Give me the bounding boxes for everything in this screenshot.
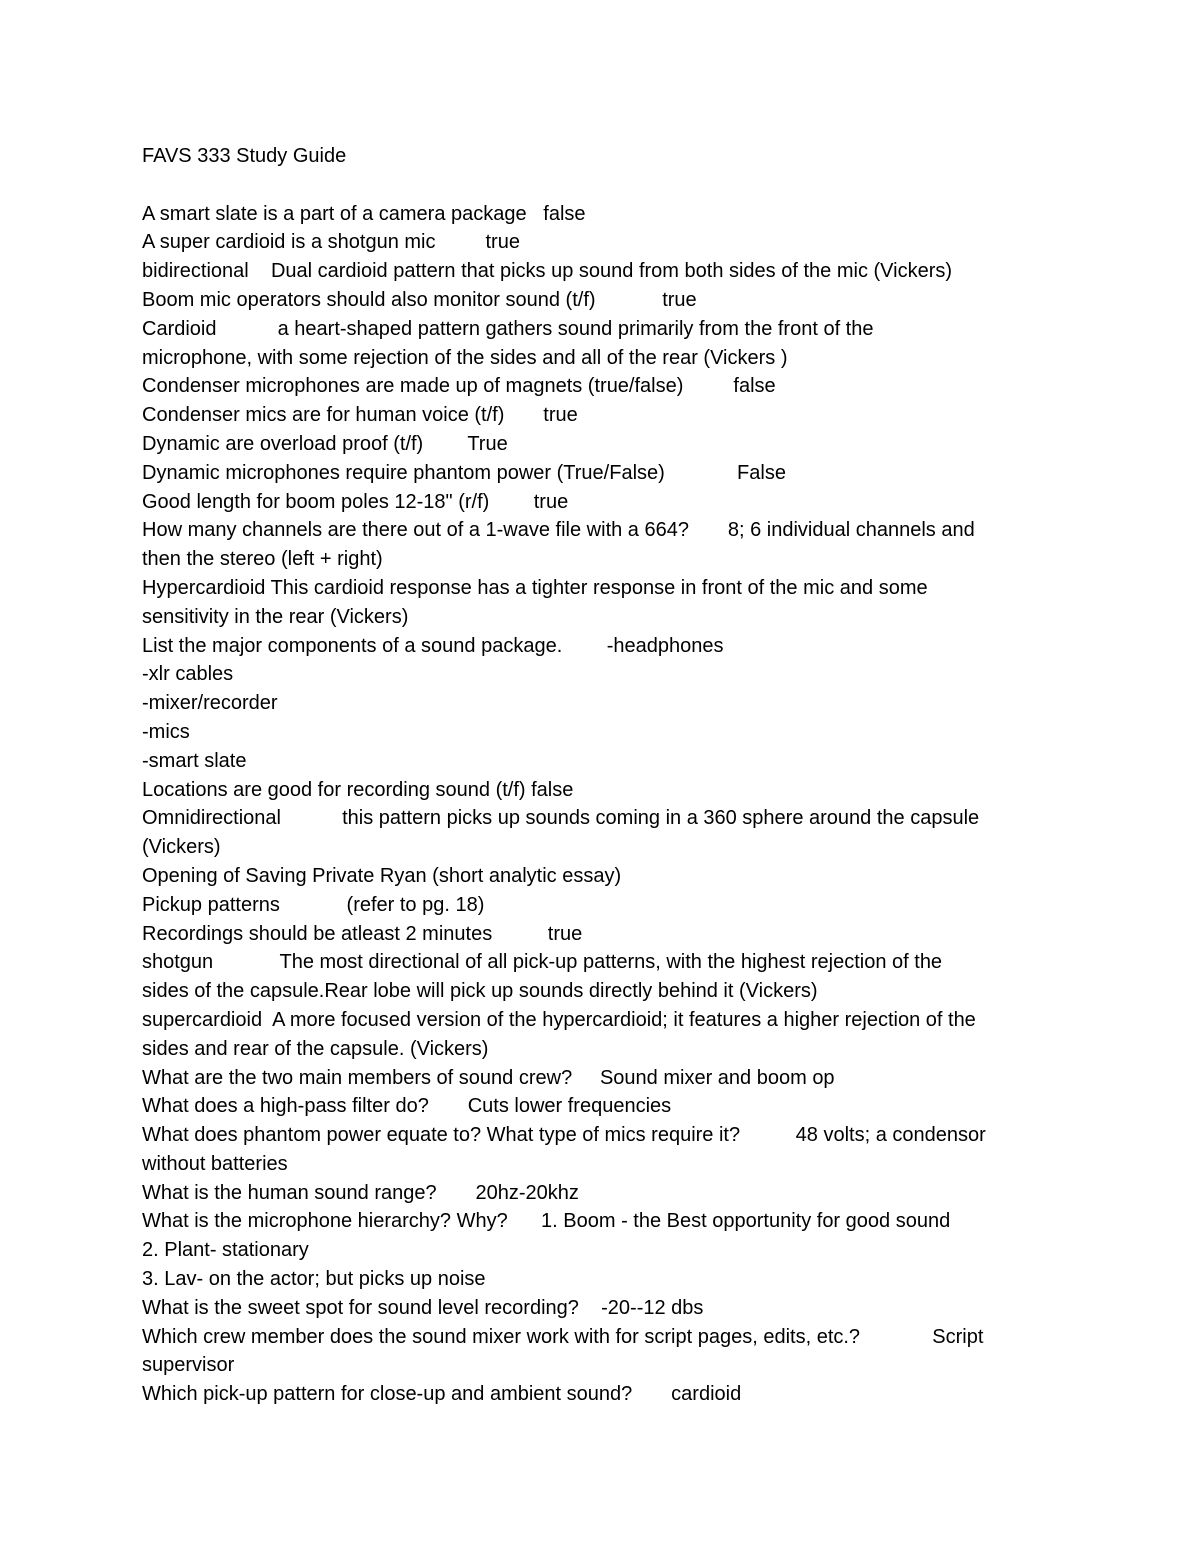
text-line: Boom mic operators should also monitor sound (t/f) true [142, 288, 697, 311]
text-line: A smart slate is a part of a camera package false [142, 202, 586, 225]
text-line: Which crew member does the sound mixer work with for script pages, edits, etc.? Script [142, 1325, 984, 1348]
study-guide-lines [142, 200, 1062, 1409]
text-line: Hypercardioid This cardioid response has a tighter response in front of the mic and some [142, 576, 928, 599]
text-line: without batteries [142, 1152, 288, 1175]
text-line: Condenser microphones are made up of magnets (true/false) false [142, 375, 776, 398]
text-line: supervisor [142, 1354, 235, 1377]
text-line: What are the two main members of sound crew? Sound mixer and boom op [142, 1066, 835, 1089]
text-line: Recordings should be atleast 2 minutes true [142, 922, 583, 945]
document-body [142, 142, 1062, 1409]
text-line: A super cardioid is a shotgun mic true [142, 231, 520, 254]
text-line: What is the sweet spot for sound level recording? -20--12 dbs [142, 1296, 704, 1319]
text-line: Opening of Saving Private Ryan (short analytic essay) [142, 864, 622, 887]
text-line: -mixer/recorder [142, 692, 278, 715]
text-line: Locations are good for recording sound (t/f) false [142, 778, 574, 801]
text-line: microphone, with some rejection of the sides and all of the rear (Vickers ) [142, 346, 788, 369]
text-line: 3. Lav- on the actor; but picks up noise [142, 1268, 486, 1291]
text-line: then the stereo (left + right) [142, 548, 383, 571]
text-line: How many channels are there out of a 1-wave file with a 664? 8; 6 individual channels and [142, 519, 975, 542]
text-line: Dynamic microphones require phantom power (True/False) False [142, 461, 786, 484]
text-line: (Vickers) [142, 836, 221, 859]
text-line: Dynamic are overload proof (t/f) True [142, 432, 508, 455]
text-line: bidirectional Dual cardioid pattern that picks up sound from both sides of the mic (Vickers) [142, 260, 953, 283]
text-line: sides and rear of the capsule. (Vickers) [142, 1037, 489, 1060]
text-line: Condenser mics are for human voice (t/f) true [142, 404, 578, 427]
text-line: Good length for boom poles 12-18" (r/f) true [142, 490, 569, 513]
text-line: Omnidirectional this pattern picks up sounds coming in a 360 sphere around the capsule [142, 807, 980, 830]
text-line: Which pick-up pattern for close-up and ambient sound? cardioid [142, 1383, 742, 1406]
text-line: -xlr cables [142, 663, 234, 686]
text-line: 2. Plant- stationary [142, 1239, 309, 1262]
text-line: Cardioid a heart-shaped pattern gathers sound primarily from the front of the [142, 317, 874, 340]
text-line: -smart slate [142, 749, 247, 772]
text-line: What does a high-pass filter do? Cuts lower frequencies [142, 1095, 672, 1118]
text-line: What is the microphone hierarchy? Why? 1. Boom - the Best opportunity for good sound [142, 1210, 951, 1233]
text-line: What is the human sound range? 20hz-20khz [142, 1181, 579, 1204]
document-title: FAVS 333 Study Guide [142, 145, 347, 167]
text-line: sides of the capsule.Rear lobe will pick up sounds directly behind it (Vickers) [142, 980, 818, 1003]
text-line: List the major components of a sound package. -headphones [142, 634, 724, 657]
text-line: What does phantom power equate to? What type of mics require it? 48 volts; a condensor [142, 1124, 986, 1147]
text-line: supercardioid A more focused version of the hypercardioid; it features a higher rejection of the [142, 1008, 976, 1031]
text-line: shotgun The most directional of all pick-up patterns, with the highest rejection of the [142, 951, 943, 974]
text-line: -mics [142, 720, 190, 743]
text-line: Pickup patterns (refer to pg. 18) [142, 893, 485, 916]
text-line: sensitivity in the rear (Vickers) [142, 605, 409, 628]
